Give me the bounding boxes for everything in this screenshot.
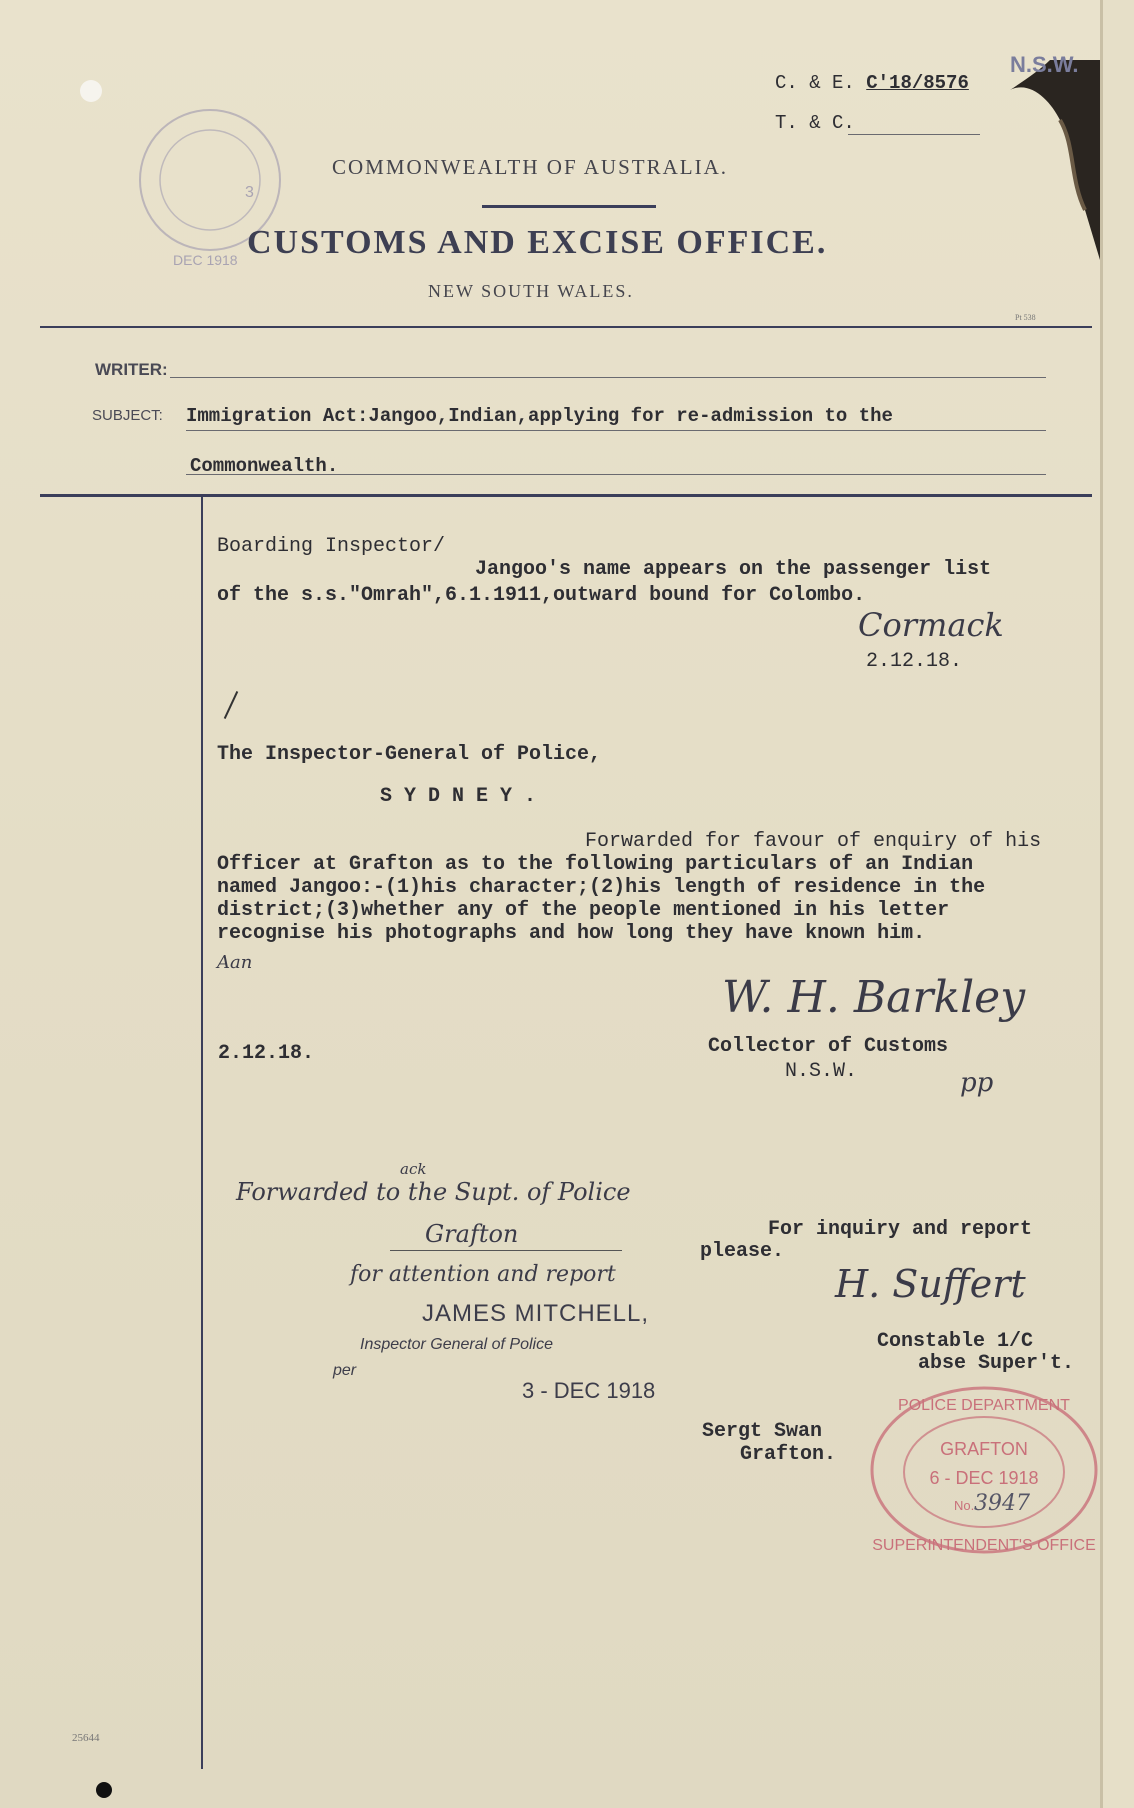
- police-department-stamp: [864, 1380, 1104, 1560]
- inquiry-line-2: please.: [700, 1240, 785, 1263]
- inquiry-line-1: For inquiry and report: [768, 1218, 1033, 1241]
- minute-separator-slash: [224, 691, 238, 719]
- subject-line-2: Commonwealth.: [190, 455, 339, 477]
- stamp-number: 3947: [974, 1491, 1030, 1516]
- tc-reference: [775, 112, 855, 134]
- minute1-addressee: Boarding Inspector/: [217, 535, 446, 558]
- pp-initials: pp: [960, 1068, 994, 1098]
- recipient-line-1: Sergt Swan: [702, 1420, 823, 1443]
- office-heading: CUSTOMS AND EXCISE OFFICE.: [247, 224, 828, 261]
- stamp-no-label: No.: [954, 1498, 975, 1513]
- inspector-role: Inspector General of Police: [360, 1336, 553, 1353]
- handwritten-grafton: Grafton: [425, 1220, 519, 1248]
- constable-role-2: abse Super't.: [918, 1352, 1075, 1375]
- constable-role-1: Constable 1/C: [877, 1330, 1034, 1353]
- minute1-date: 2.12.18.: [866, 650, 963, 673]
- minute2-body-4: district;(3)whether any of the people mentioned in his letter: [217, 899, 950, 922]
- minute2-date: 2.12.18.: [218, 1042, 315, 1065]
- stamp-date: 6 - DEC 1918: [929, 1468, 1039, 1488]
- minute2-body-5: recognise his photographs and how long they have known him.: [217, 922, 926, 945]
- stamp-place: GRAFTON: [940, 1439, 1028, 1459]
- tc-label: T. & C.: [775, 112, 855, 134]
- commonwealth-heading: COMMONWEALTH OF AUSTRALIA.: [332, 155, 728, 179]
- stamp-bottom-text: SUPERINTENDENT'S OFFICE: [872, 1537, 1096, 1554]
- margin-rule: [201, 497, 203, 1769]
- collector-signature: W. H. Barkley: [722, 972, 1026, 1023]
- state-heading: NEW SOUTH WALES.: [428, 281, 634, 301]
- handwritten-ack: ack: [400, 1160, 427, 1178]
- header-divider: [40, 326, 1092, 328]
- minute2-body-1: Forwarded for favour of enquiry of his: [585, 830, 1042, 853]
- handwritten-attention: for attention and report: [350, 1262, 616, 1287]
- subject-divider: [40, 494, 1092, 497]
- subject-line-2-rule: [186, 474, 1046, 475]
- tc-blank-line: [848, 134, 980, 135]
- collector-title: Collector of Customs: [708, 1035, 949, 1058]
- form-number: Pt 538: [1015, 313, 1036, 322]
- inspector-name: JAMES MITCHELL,: [422, 1300, 650, 1327]
- received-stamp-date: DEC 1918: [173, 252, 238, 268]
- forward-date-stamp: 3 - DEC 1918: [522, 1378, 656, 1403]
- constable-signature: H. Suffert: [835, 1262, 1026, 1306]
- subject-label: SUBJECT:: [92, 407, 163, 424]
- footer-code: 25644: [72, 1732, 100, 1744]
- minute2-city: S Y D N E Y .: [380, 785, 537, 808]
- minute2-initials: Aan: [217, 952, 253, 973]
- collector-title-2: N.S.W.: [785, 1060, 858, 1083]
- minute2-body-3: named Jangoo:-(1)his character;(2)his length of residence in the: [217, 876, 986, 899]
- received-stamp-number: 3: [245, 184, 254, 201]
- minute2-body-2: Officer at Grafton as to the following particulars of an Indian: [217, 853, 974, 876]
- minute1-line-1: Jangoo's name appears on the passenger list: [475, 558, 992, 581]
- minute1-signature: Cormack: [858, 606, 1004, 644]
- writer-line: [170, 377, 1046, 378]
- minute1-line-2: of the s.s."Omrah",6.1.1911,outward bound for Colombo.: [217, 584, 866, 607]
- writer-label: WRITER:: [95, 360, 168, 379]
- punch-hole-bottom: [96, 1782, 112, 1798]
- subject-line-1: Immigration Act:Jangoo,Indian,applying for re-admission to the: [186, 405, 893, 427]
- handwritten-forwarded: Forwarded to the Supt. of Police: [236, 1178, 631, 1206]
- grafton-underline: [390, 1250, 622, 1251]
- per-label: per: [333, 1362, 357, 1379]
- recipient-line-2: Grafton.: [740, 1443, 837, 1466]
- heading-underline: [482, 205, 656, 208]
- torn-corner-icon: [990, 60, 1100, 260]
- ce-number: C'18/8576: [866, 72, 969, 94]
- subject-line-1-rule: [186, 430, 1046, 431]
- nsw-mark: N.S.W.: [1010, 52, 1079, 77]
- stamp-top-text: POLICE DEPARTMENT: [898, 1397, 1070, 1414]
- ce-label: C. & E.: [775, 72, 855, 94]
- minute2-addressee: The Inspector-General of Police,: [217, 743, 602, 766]
- ce-reference: [775, 72, 969, 94]
